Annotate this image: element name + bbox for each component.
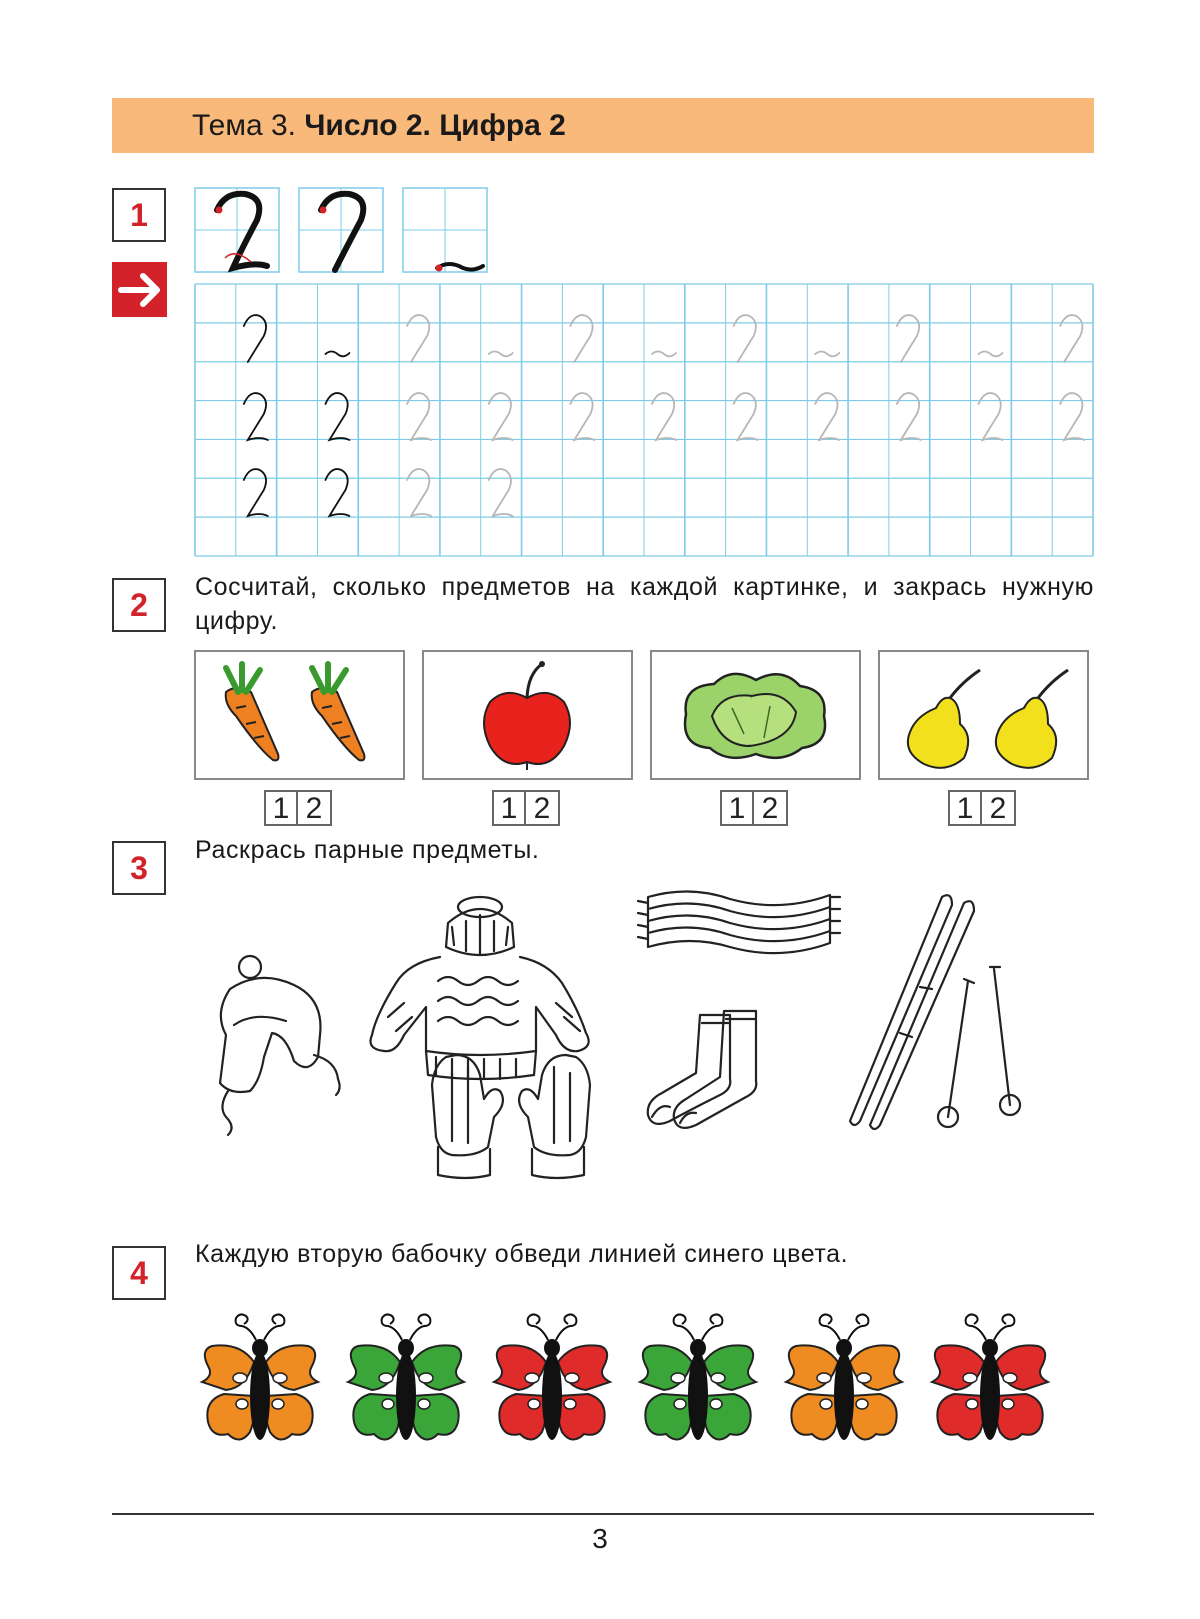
topic-heading: Число 2. Цифра 2 <box>304 109 566 142</box>
digit-two-stroke <box>407 315 429 362</box>
task-1-number: 1 <box>112 188 166 242</box>
skis-icon <box>850 895 1020 1129</box>
task-4-number: 4 <box>112 1246 166 1300</box>
choice-digit-1[interactable]: 1 <box>720 790 754 826</box>
task-3-text: Раскрась парные предметы. <box>195 836 540 864</box>
page-number: 3 <box>592 1523 608 1554</box>
digit-two-stroke <box>244 469 268 516</box>
sample-cell <box>299 188 383 272</box>
butterfly-icon <box>202 1314 318 1440</box>
choice-box-carrots[interactable] <box>264 790 332 826</box>
digit-two-stroke <box>489 352 513 357</box>
sweater-icon <box>371 897 589 1079</box>
sample-cell <box>195 188 279 272</box>
arrow-icon <box>112 262 167 317</box>
digit-two-stroke <box>734 315 756 362</box>
digit-two-stroke <box>217 194 267 268</box>
butterfly-icon <box>786 1314 902 1440</box>
digit-two-stroke <box>570 315 592 362</box>
butterfly-icon <box>494 1314 610 1440</box>
choice-digit-1[interactable]: 1 <box>492 790 526 826</box>
choice-digit-2[interactable]: 2 <box>754 790 788 826</box>
socks-icon <box>648 1011 757 1128</box>
digit-two-stroke <box>815 352 839 357</box>
mittens-icon <box>432 1055 590 1178</box>
butterfly-icon <box>348 1314 464 1440</box>
hat-icon <box>220 956 340 1135</box>
digit-two-stroke <box>652 352 676 357</box>
writing-practice-grid[interactable] <box>195 284 1095 559</box>
paired-items-illustration[interactable] <box>190 885 1090 1225</box>
footer-rule <box>112 1513 1094 1515</box>
digit-two-stroke <box>979 352 1003 357</box>
digit-two-stroke <box>244 315 266 362</box>
sample-cell <box>403 188 487 272</box>
choice-digit-2[interactable]: 2 <box>982 790 1016 826</box>
choice-box-pears[interactable] <box>948 790 1016 826</box>
digit-two-stroke <box>407 469 431 516</box>
butterfly-icon <box>640 1314 756 1440</box>
carrot-icon <box>226 664 279 760</box>
topic-prefix: Тема 3. <box>192 109 296 142</box>
digit-two-stroke <box>897 315 919 362</box>
digit-two-stroke <box>1060 315 1082 362</box>
choice-digit-2[interactable]: 2 <box>298 790 332 826</box>
card-apple <box>422 650 633 780</box>
choice-box-apple[interactable] <box>492 790 560 826</box>
topic-title <box>192 110 566 142</box>
digit-two-stroke <box>321 194 363 270</box>
task-3-number: 3 <box>112 841 166 895</box>
choice-digit-1[interactable]: 1 <box>948 790 982 826</box>
topic-banner <box>112 98 1094 153</box>
scarf-icon <box>638 891 840 953</box>
digit-two-stroke <box>489 469 513 516</box>
cabbage-icon <box>685 674 825 758</box>
digit-two-stroke <box>325 469 349 516</box>
digit-two-stroke <box>325 352 349 357</box>
card-cabbage <box>650 650 861 780</box>
butterfly-icon <box>932 1314 1048 1440</box>
task-2-text: Сосчитай, сколько предметов на каждой картинке, и закрась нужную цифру. <box>195 573 1094 635</box>
task-4-text: Каждую вторую бабочку обведи линией синего цвета. <box>195 1240 849 1268</box>
pear-icon <box>908 670 980 768</box>
butterflies-row[interactable] <box>200 1322 1100 1462</box>
carrot-icon <box>312 664 365 760</box>
digit-two-stroke <box>437 264 483 270</box>
pear-icon <box>996 670 1068 768</box>
apple-icon <box>484 661 570 770</box>
task-2-number: 2 <box>112 578 166 632</box>
digit-sample-cells <box>195 188 495 274</box>
choice-digit-1[interactable]: 1 <box>264 790 298 826</box>
card-pears <box>878 650 1089 780</box>
choice-box-cabbage[interactable] <box>720 790 788 826</box>
choice-digit-2[interactable]: 2 <box>526 790 560 826</box>
card-carrots <box>194 650 405 780</box>
